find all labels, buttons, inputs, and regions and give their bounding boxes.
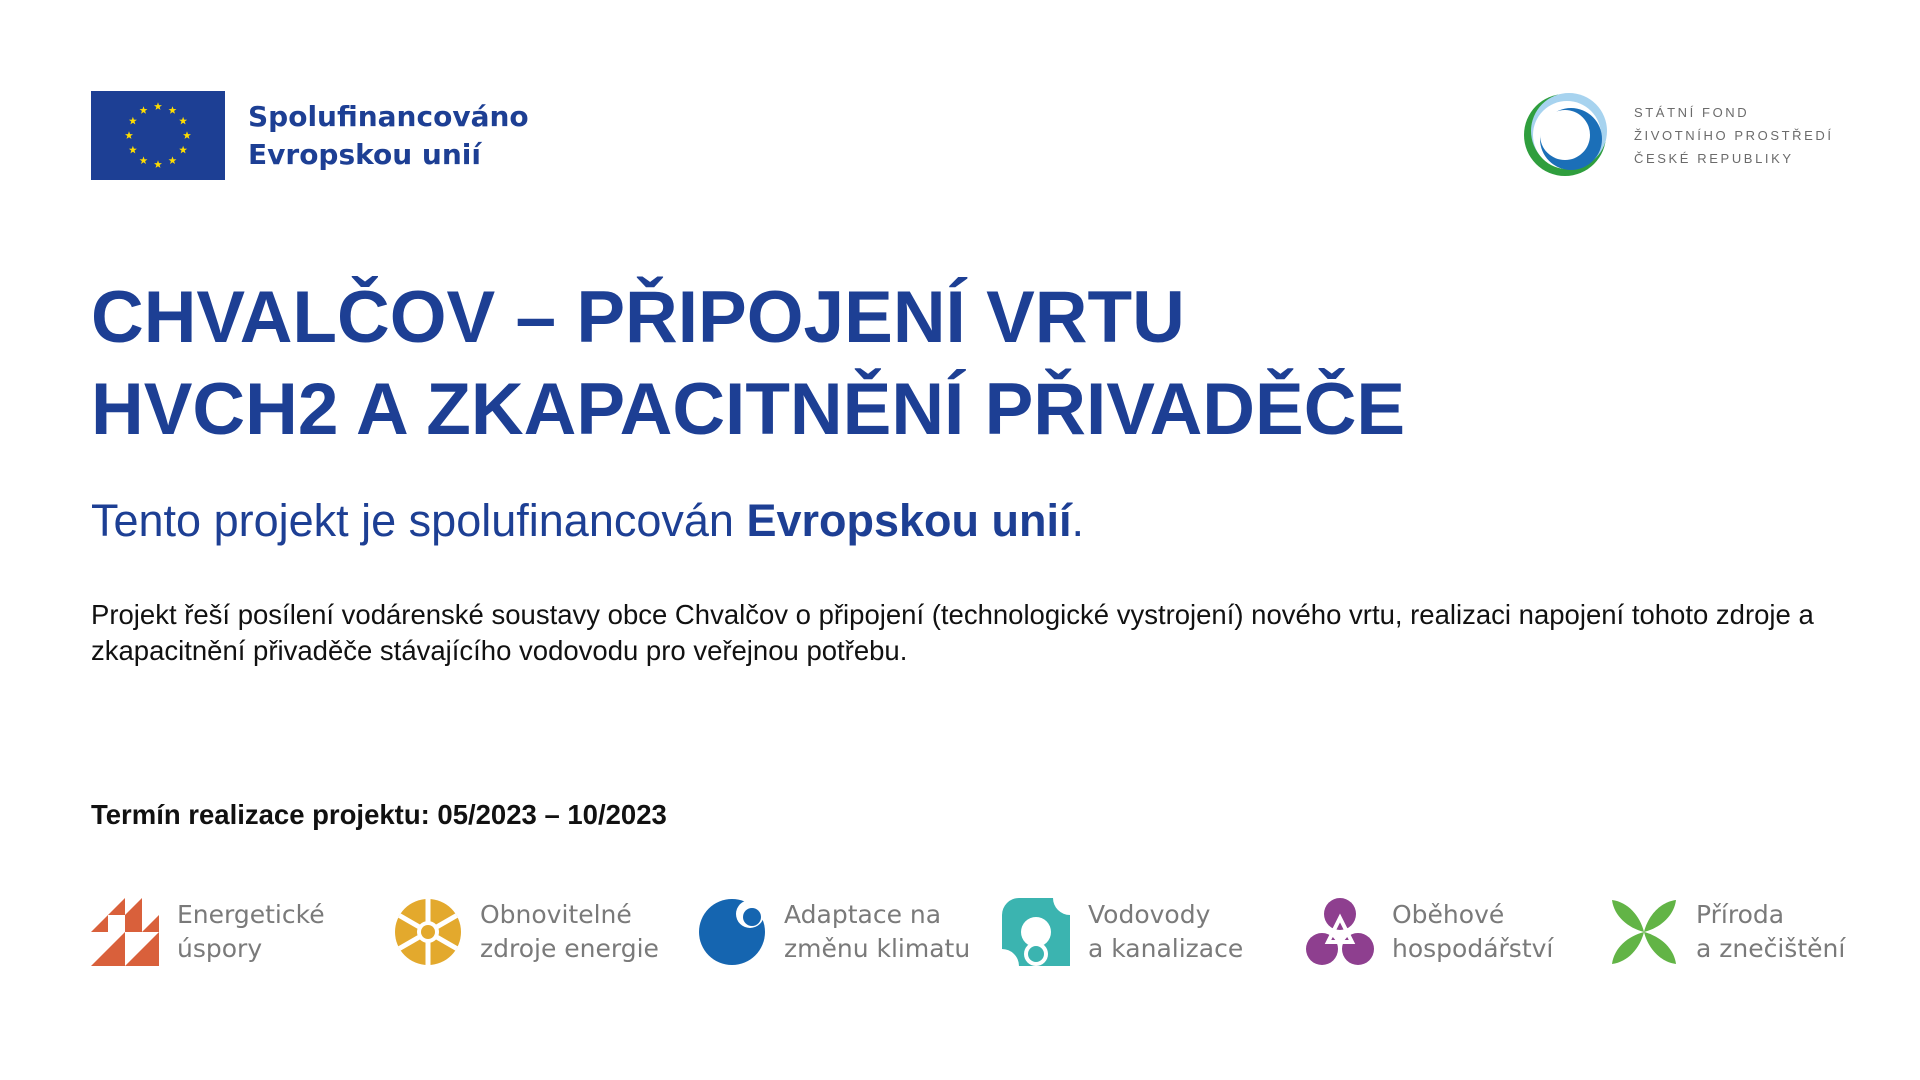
eu-cofinancing-text	[248, 98, 529, 174]
category-nature-pollution	[1610, 898, 1845, 966]
category-label-line1: Obnovitelné	[480, 900, 632, 929]
category-label-line1: Oběhové	[1392, 900, 1505, 929]
energy-savings-icon	[91, 898, 159, 966]
sfzp-logo	[1520, 90, 1834, 180]
category-label	[480, 898, 659, 966]
project-term: Termín realizace projektu: 05/2023 – 10/2023	[91, 799, 667, 830]
cofinancing-prefix: Tento projekt je spolufinancován	[91, 495, 747, 546]
category-water-supply	[1002, 898, 1243, 966]
category-label-line2: úspory	[177, 934, 263, 963]
cofinancing-statement	[91, 494, 1084, 548]
project-title-line1: CHVALČOV – PŘIPOJENÍ VRTU	[91, 277, 1185, 358]
eu-flag-icon	[91, 91, 225, 180]
category-label	[177, 898, 325, 966]
category-label-line2: zdroje energie	[480, 934, 659, 963]
climate-adaptation-icon	[698, 898, 766, 966]
category-label-line1: Adaptace na	[784, 900, 942, 929]
eu-text-line1: Spolufinancováno	[248, 99, 529, 133]
sfzp-text-line2: ŽIVOTNÍHO PROSTŘEDÍ	[1634, 127, 1834, 143]
circular-economy-icon	[1306, 898, 1374, 966]
category-label-line2: změnu klimatu	[784, 934, 971, 963]
renewable-energy-icon	[394, 898, 462, 966]
sfzp-text-line3: ČESKÉ REPUBLIKY	[1634, 150, 1794, 166]
category-renewable-energy	[394, 898, 659, 966]
cofinancing-emphasis: Evropskou unií	[746, 495, 1072, 546]
category-label	[1088, 898, 1243, 966]
project-title	[91, 272, 1405, 456]
cofinancing-suffix: .	[1071, 495, 1084, 546]
nature-pollution-icon	[1610, 898, 1678, 966]
category-label-line2: a znečištění	[1696, 934, 1846, 963]
project-title-line2: HVCH2 A ZKAPACITNĚNÍ PŘIVADĚČE	[91, 369, 1406, 450]
sfzp-text-line1: STÁTNÍ FOND	[1634, 104, 1750, 120]
eu-cofinancing-logo	[91, 91, 529, 180]
category-label	[1696, 898, 1845, 966]
category-label-line1: Vodovody	[1088, 900, 1211, 929]
category-circular-economy	[1306, 898, 1553, 966]
category-label-line2: hospodářství	[1392, 934, 1554, 963]
category-label	[784, 898, 970, 966]
category-climate-adaptation	[698, 898, 970, 966]
category-energy-savings	[91, 898, 325, 966]
water-supply-icon	[1002, 898, 1070, 966]
sfzp-swirl-icon	[1520, 90, 1610, 180]
sfzp-text	[1634, 101, 1834, 170]
category-label-line1: Energetické	[177, 900, 325, 929]
category-label-line2: a kanalizace	[1088, 934, 1244, 963]
project-description: Projekt řeší posílení vodárenské soustavy obce Chvalčov o připojení (technologické vystrojení) nového vrtu, realizaci napojení tohoto zdroje a zkapacitnění přivaděče stávajícího vodovodu pro veřejnou potřebu.	[91, 599, 1814, 666]
category-label	[1392, 898, 1553, 966]
eu-text-line2: Evropskou unií	[248, 137, 481, 171]
category-label-line1: Příroda	[1696, 900, 1785, 929]
